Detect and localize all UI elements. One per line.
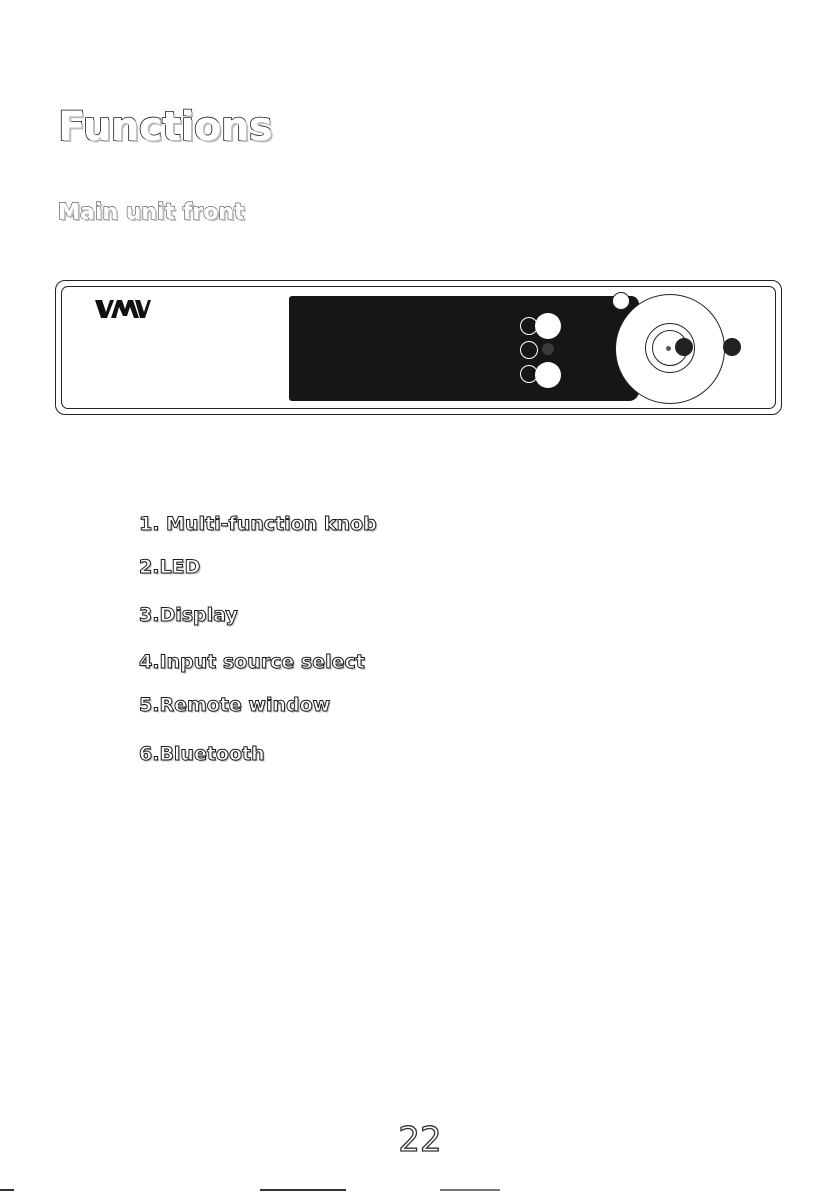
callout-badge	[520, 341, 538, 359]
display-window	[289, 296, 639, 401]
list-item: 3.Display	[139, 604, 238, 626]
callout-badge	[520, 317, 538, 335]
list-item: 4.Input source select	[139, 651, 365, 673]
callout-badge	[675, 338, 693, 356]
remote-window-dot	[666, 346, 671, 351]
callout-badge	[723, 338, 741, 356]
page-number: 22	[398, 1120, 442, 1160]
callout-badge	[520, 365, 538, 383]
footer-rule	[0, 1186, 840, 1192]
led-indicator	[542, 343, 554, 355]
callout-badge	[612, 292, 630, 310]
bluetooth-indicator	[535, 362, 561, 388]
brand-logo	[95, 300, 151, 318]
list-item: 2.LED	[139, 556, 201, 578]
list-item: 1. Multi-function knob	[139, 513, 377, 535]
list-item: 6.Bluetooth	[139, 743, 265, 765]
page-title: Functions	[58, 104, 273, 150]
list-item: 5.Remote window	[139, 694, 331, 716]
input-source-indicator	[535, 313, 561, 339]
section-subtitle: Main unit front	[58, 200, 245, 225]
